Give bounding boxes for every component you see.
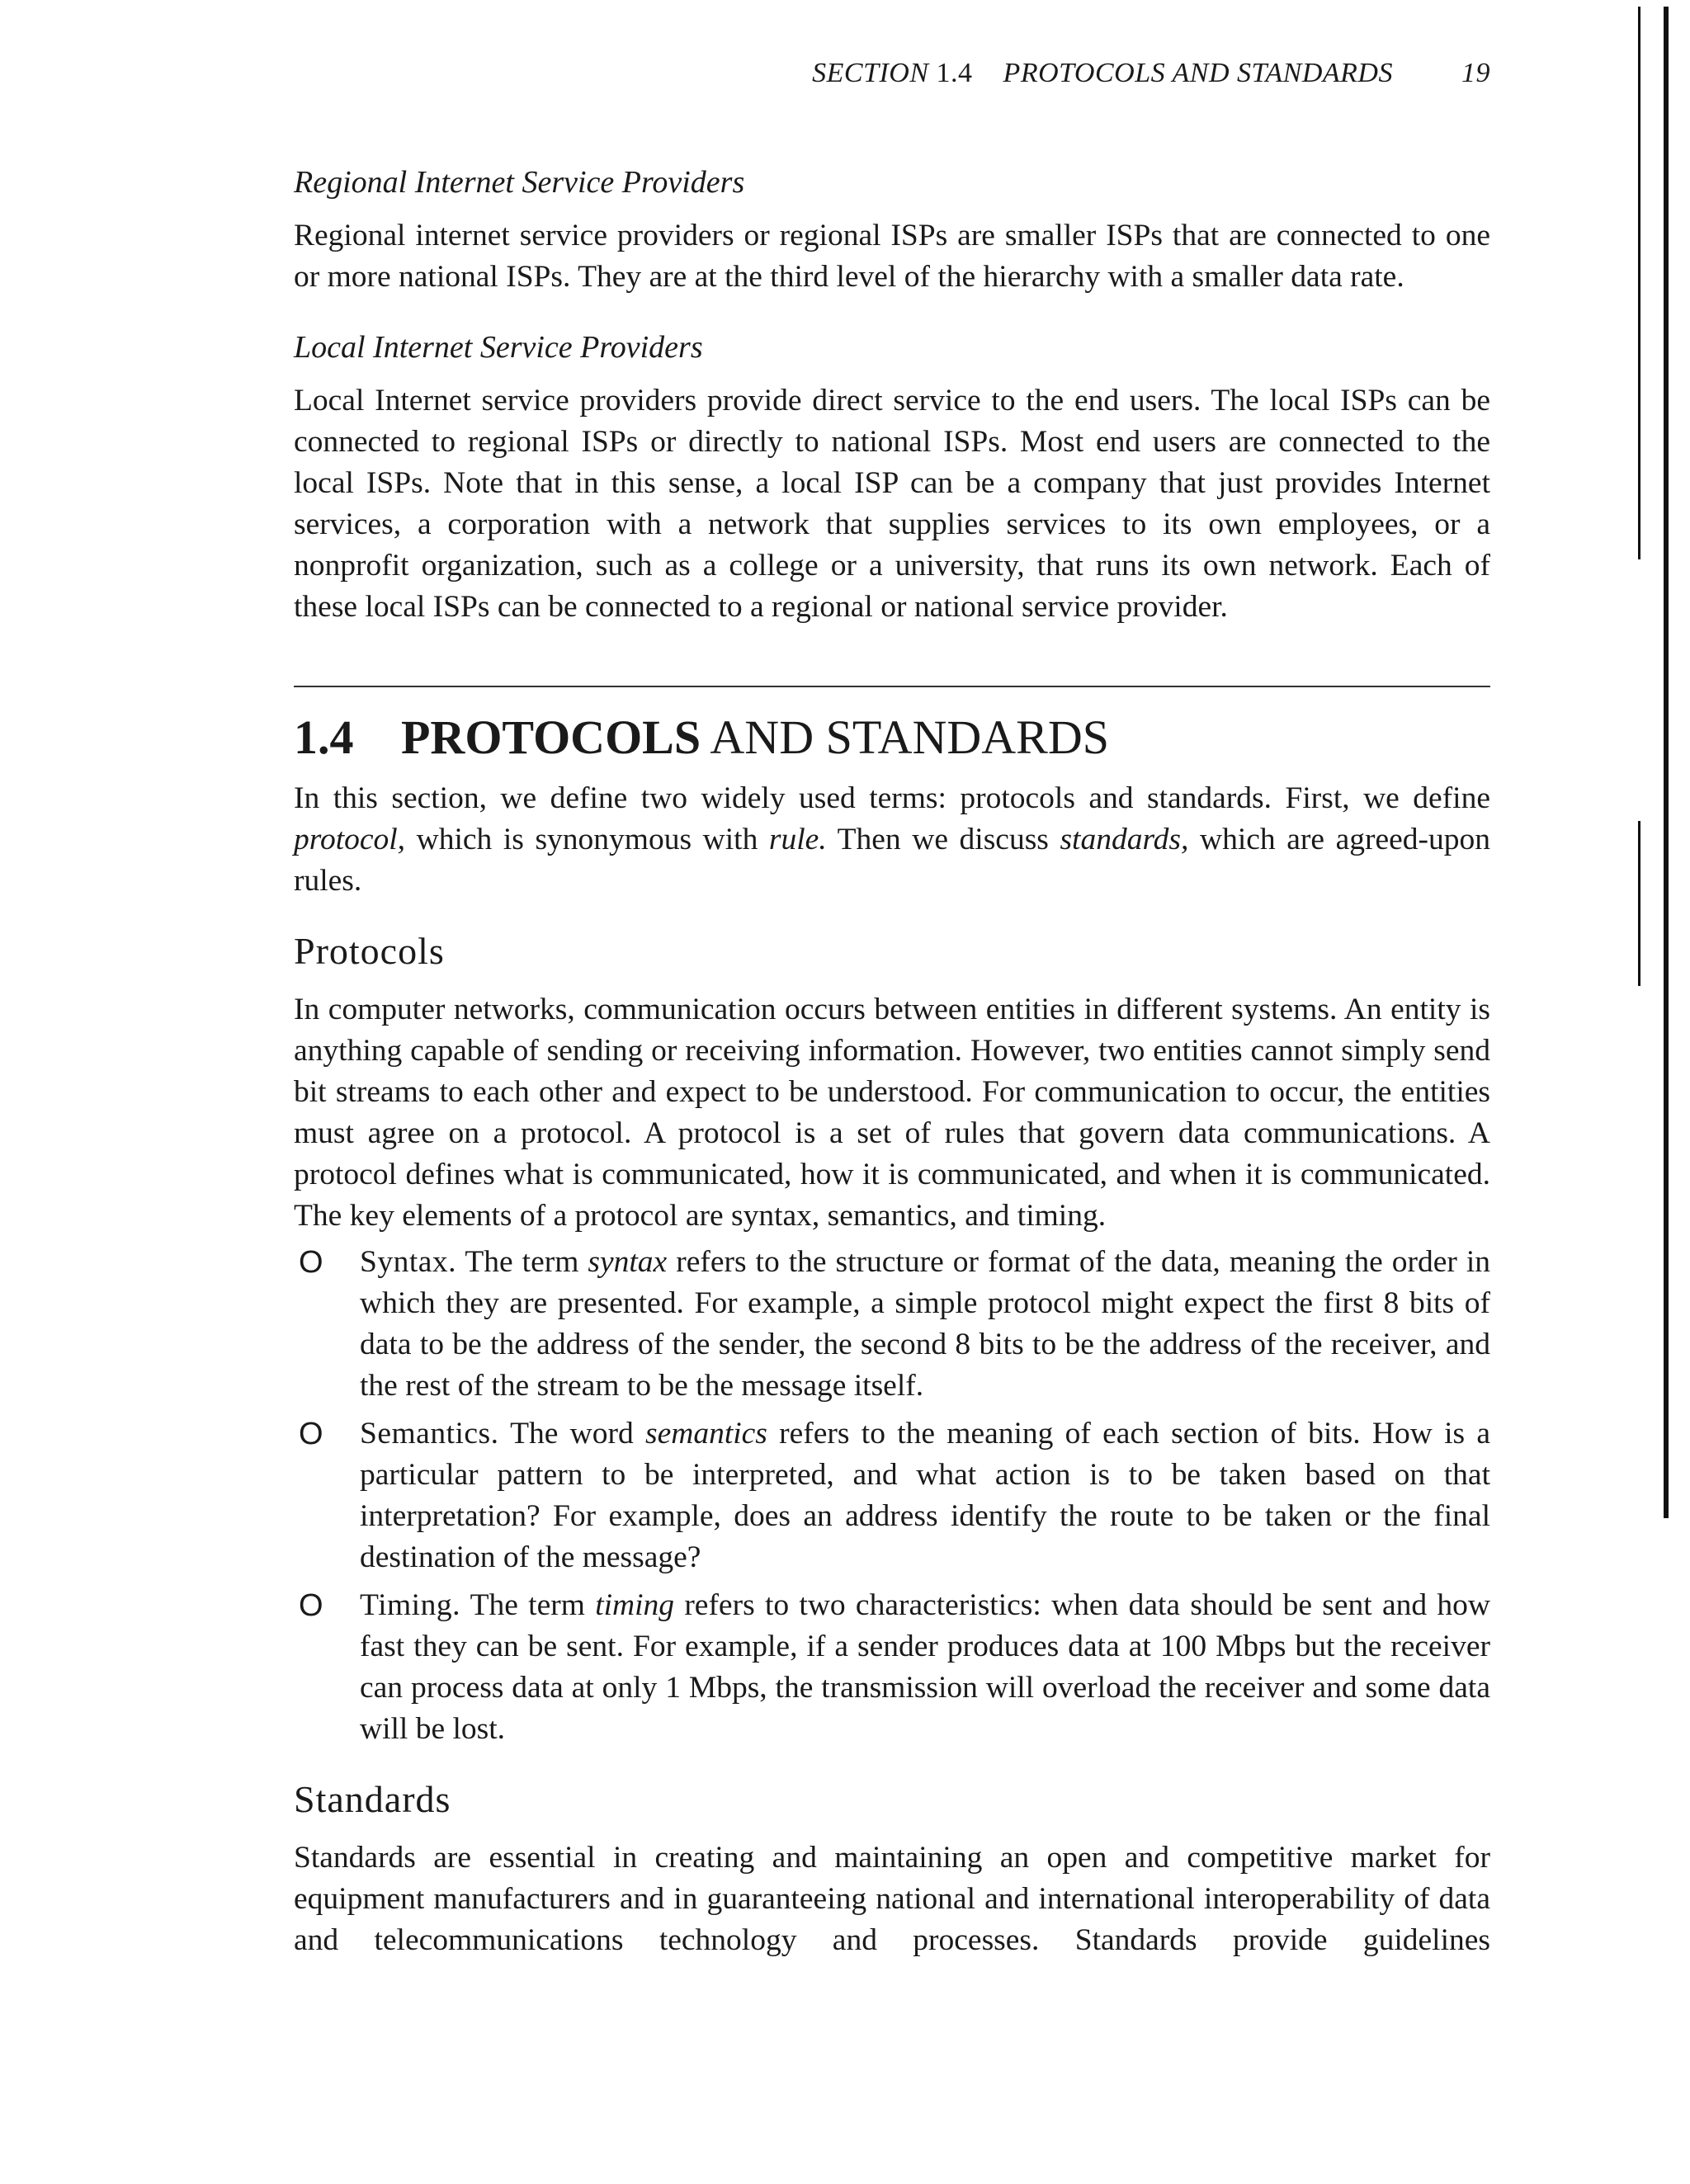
running-head-section-number: 1.4 — [936, 58, 973, 88]
protocols-heading: Protocols — [294, 930, 445, 972]
page-content — [294, 161, 1490, 1979]
running-head — [294, 58, 1490, 89]
standards-heading: Standards — [294, 1778, 451, 1820]
intro-text-4: which are agreed-upon rules. — [294, 823, 1490, 898]
section-title-bold: PROTOCOLS — [401, 710, 701, 764]
bullet-emph: semantics — [645, 1417, 767, 1450]
intro-text-3: Then we discuss — [826, 823, 1060, 856]
intro-emph-protocol: protocol, — [294, 823, 406, 856]
intro-emph-rule: rule. — [768, 823, 827, 856]
bullet-text: The term — [456, 1245, 588, 1279]
bullet-text: refers to the meaning of each section of bits. How is a particular pattern to be interpreted, and what action is to be taken based on that interpretation? For example, does an address identify the route to be taken or the final destination of the message? — [360, 1417, 1490, 1574]
bullet-marker-icon: O — [299, 1588, 323, 1623]
margin-bar-right-inner-top — [1638, 7, 1640, 559]
intro-text-1: In this section, we define two widely used terms: protocols and standards. First, we define — [294, 781, 1490, 815]
protocol-elements-list — [294, 1242, 1490, 1750]
list-item-semantics — [294, 1413, 1490, 1578]
local-isp-heading: Local Internet Service Providers — [294, 330, 703, 365]
bullet-text: refers to the structure or format of the data, meaning the order in which they are presented. For example, a simple protocol might expect the first 8 bits of data to be the address of the sender, the second 8 bits to be the address of the receiver, and the rest of the stream to be the message itself. — [360, 1245, 1491, 1403]
regional-isp-heading: Regional Internet Service Providers — [294, 165, 745, 200]
section-number: 1.4 — [294, 710, 354, 764]
intro-text-2: which is synonymous with — [405, 823, 769, 856]
bullet-text: The term — [460, 1588, 596, 1622]
protocols-paragraph: In computer networks, communication occurs between entities in different systems. An entity is anything capable of sending or receiving information. However, two entities cannot simply send bit streams to each other and expect to be understood. For communication to occur, the entities must agree on a protocol. A protocol is a set of rules that govern data communications. A protocol defines what is communicated, how it is communicated, and when it is communicated. The key elements of a protocol are syntax, semantics, and timing. — [294, 993, 1490, 1233]
running-head-section-label: SECTION — [812, 58, 929, 88]
section-intro-paragraph — [294, 778, 1490, 902]
bullet-text: refers to two characteristics: when data should be sent and how fast they can be sent. For example, if a sender produces data at 100 Mbps but the receiver can process data at only 1 Mbps, the transmission will overload the receiver and some data will be lost. — [360, 1588, 1491, 1746]
standards-paragraph: Standards are essential in creating and maintaining an open and competitive market for equipment manufacturers and in guaranteeing national and international interoperability of data and telecommunications technology and processes. Standards provide guidelines — [294, 1841, 1490, 1957]
bullet-emph: syntax — [588, 1245, 668, 1279]
bullet-marker-icon: O — [299, 1245, 323, 1280]
page-number: 19 — [1461, 58, 1490, 88]
section-title-rest: AND STANDARDS — [701, 710, 1109, 764]
section-title — [294, 709, 1490, 767]
bullet-marker-icon: O — [299, 1417, 323, 1451]
bullet-term: Syntax. — [360, 1245, 457, 1279]
bullet-term: Semantics. — [360, 1417, 499, 1450]
margin-bar-right-inner-mid — [1638, 821, 1640, 986]
bullet-text: The word — [498, 1417, 645, 1450]
bullet-term: Timing. — [360, 1588, 460, 1622]
regional-isp-paragraph: Regional internet service providers or regional ISPs are smaller ISPs that are connected to one or more national ISPs. They are at the third level of the hierarchy with a smaller data rate. — [294, 219, 1490, 294]
margin-bar-right-outer — [1664, 7, 1669, 1518]
list-item-syntax — [294, 1242, 1490, 1407]
local-isp-paragraph: Local Internet service providers provide direct service to the end users. The local ISPs can be connected to regional ISPs or directly to national ISPs. Most end users are connected to the local ISPs. Note that in this sense, a local ISP can be a company that just provides Internet services, a corporation with a network that supplies services to its own employees, or a nonprofit organization, such as a college or a university, that runs its own network. Each of these local ISPs can be connected to a regional or national service provider. — [294, 384, 1490, 624]
running-head-section-title: PROTOCOLS AND STANDARDS — [1003, 58, 1393, 88]
section-divider — [294, 686, 1490, 687]
intro-emph-standards: standards, — [1060, 823, 1189, 856]
list-item-timing — [294, 1585, 1490, 1750]
bullet-emph: timing — [595, 1588, 675, 1622]
